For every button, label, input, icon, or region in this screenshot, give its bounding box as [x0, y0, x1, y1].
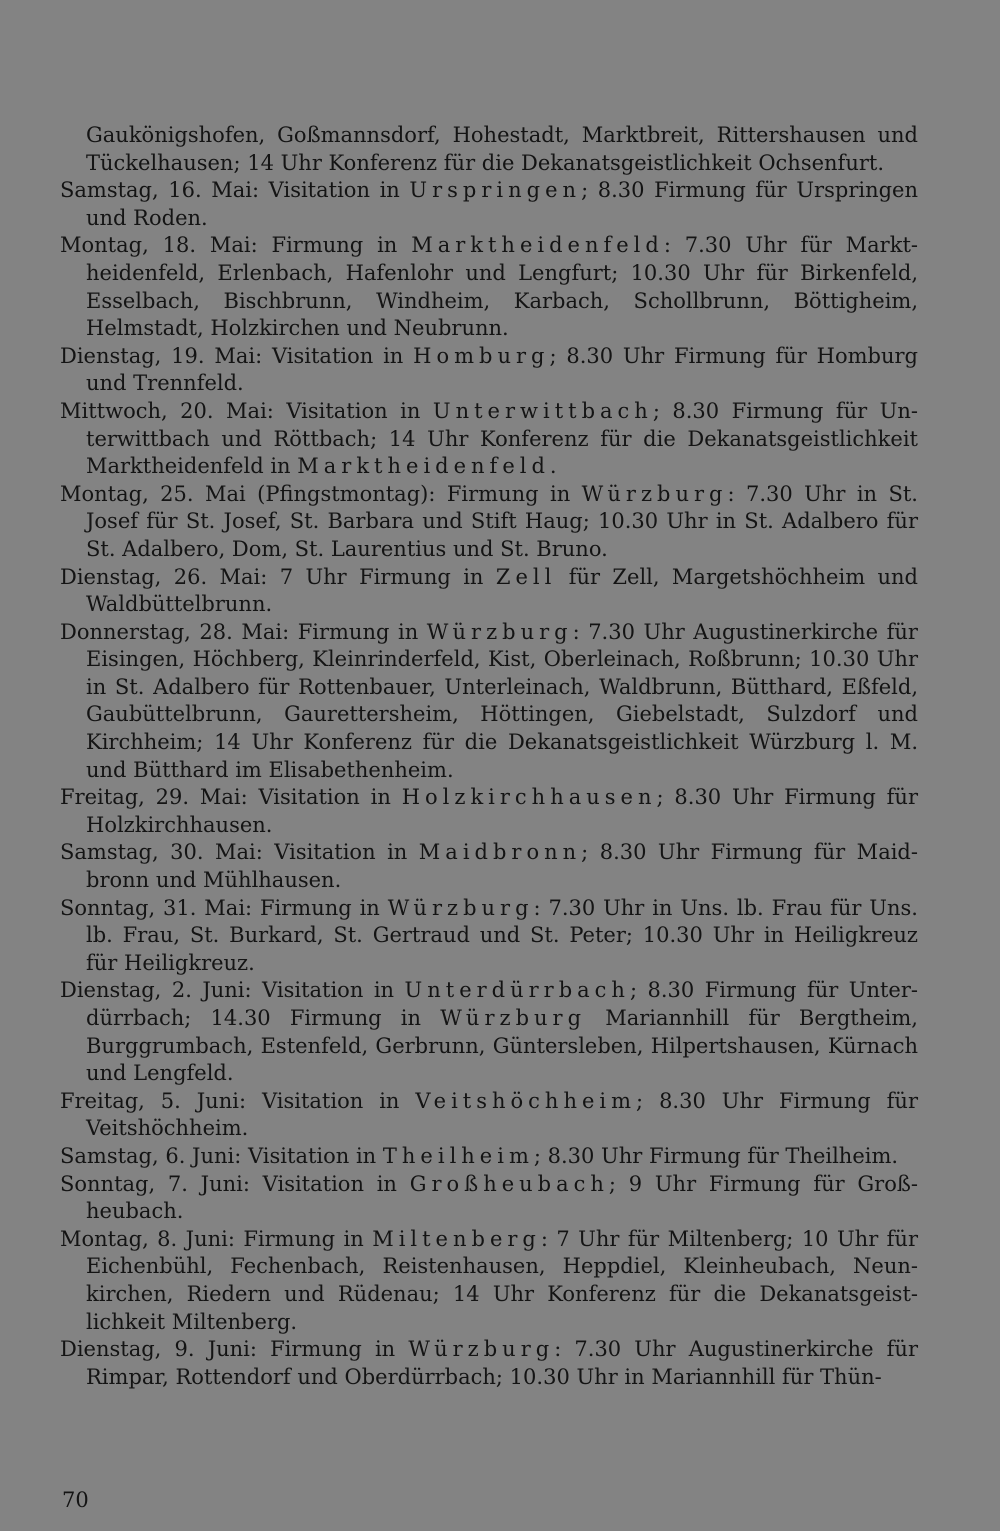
place-name: Würzburg [581, 481, 728, 506]
entry-date: Samstag, 6. Juni: Visitation in [60, 1143, 377, 1168]
entry-date: Sonntag, 7. Juni: Visitation in [60, 1171, 397, 1196]
entry-15 [60, 1226, 918, 1336]
place-name: Miltenberg [372, 1226, 541, 1251]
entry-details: : 7.30 Uhr für Marktheidenfeld, Erlenbach, Hafenlohr und Lengfurt; 10.30 Uhr für Birkenfeld, Esselbach, Bischbrunn, Windheim, Karbach, Schollbrunn, Böttigheim, Helmstadt, Holzkirchen und Neubrunn. [86, 233, 918, 341]
place-name: Würzburg [426, 619, 573, 644]
entry-details: : 7.30 Uhr in Uns. lb. Frau für Uns. lb. Frau, St. Burkard, St. Gertraud und St. Peter; 10.30 Uhr in Heiligkreuz für Heiligkreuz. [86, 895, 918, 975]
place-name: Theilheim [382, 1143, 534, 1168]
entry-details: : 7 Uhr für Miltenberg; 10 Uhr für Eichenbühl, Fechenbach, Reistenhausen, Heppdiel, Kleinheubach, Neunkirchen, Riedern und Rüdenau; 14 Uhr Konferenz für die Dekanatsgeistlichkeit Miltenberg. [86, 1226, 918, 1334]
entry-date: Montag, 8. Juni: Firmung in [60, 1226, 364, 1251]
entry-date: Dienstag, 19. Mai: Visitation in [60, 343, 404, 368]
entry-details-2: Mariannhill für Bergtheim, Burggrumbach, Estenfeld, Gerbrunn, Güntersleben, Hilpertshausen, Kürnach und Lengfeld. [86, 1006, 918, 1086]
place-name: Maidbronn [418, 840, 582, 865]
entry-2 [60, 232, 918, 342]
entry-date: Dienstag, 9. Juni: Firmung in [60, 1337, 396, 1362]
entry-date: Samstag, 16. Mai: Visitation in [60, 178, 400, 203]
page-number: 70 [62, 1488, 89, 1512]
entry-details: ; 8.30 Firmung für Unterwittbach und Röttbach; 14 Uhr Konferenz für die Dekanatsgeistlichkeit Marktheidenfeld in [86, 398, 919, 479]
entry-1 [60, 177, 918, 232]
entry-date: Samstag, 30. Mai: Visitation in [60, 840, 408, 865]
entry-6 [60, 564, 918, 619]
entry-date: Mittwoch, 20. Mai: Visitation in [60, 398, 421, 423]
place-name: Würzburg [387, 895, 534, 920]
entry-11 [60, 977, 918, 1087]
entry-details: ; 8.30 Uhr Firmung für Theilheim. [533, 1143, 899, 1168]
place-name: Urspringen [409, 178, 582, 203]
entry-details: ; 8.30 Firmung für Urspringen und Roden. [86, 178, 918, 230]
entry-12 [60, 1088, 918, 1143]
entry-date: Dienstag, 2. Juni: Visitation in [60, 978, 395, 1003]
entry-16 [60, 1336, 918, 1391]
entry-9 [60, 839, 918, 894]
place-name-2: Marktheidenfeld [297, 454, 550, 479]
entry-details: : 7.30 Uhr in St. Josef für St. Josef, St. Barbara und Stift Haug; 10.30 Uhr in St. Adalbero für St. Adalbero, Dom, St. Laurentius und St. Bruno. [86, 481, 918, 561]
place-name: Zell [495, 564, 557, 589]
entry-8 [60, 784, 918, 839]
entry-details: : 7.30 Uhr Augustinerkirche für Eisingen, Höchberg, Kleinrinderfeld, Kist, Oberleinach, Roßbrunn; 10.30 Uhr in St. Adalbero für Rottenbauer, Unterleinach, Waldbrunn, Bütthard, Eßfeld, Gaubüttelbrunn, Gaurettersheim, Höttingen, Giebelstadt, Sulzdorf und Kirchheim; 14 Uhr Konferenz für die Dekanatsgeistlichkeit Würzburg l. M. und Bütthard im Elisabethenheim. [86, 619, 918, 782]
entry-details: ; 8.30 Uhr Firmung für Veitshöchheim. [86, 1088, 918, 1141]
entry-text: Gaukönigshofen, Goßmannsdorf, Hohestadt, Marktbreit, Rittershausen und Tückelhausen; 14 Uhr Konferenz für die Dekanatsgeistlichkeit Ochsenfurt. [86, 123, 918, 175]
body-text [60, 122, 918, 1391]
entry-details: ; 9 Uhr Firmung für Großheubach. [86, 1171, 918, 1224]
entry-details: ; 8.30 Uhr Firmung für Homburg und Trennfeld. [86, 343, 918, 396]
entry-date: Sonntag, 31. Mai: Firmung in [60, 895, 380, 920]
entry-3 [60, 343, 918, 398]
entry-date: Montag, 25. Mai (Pfingstmontag): Firmung in [60, 481, 571, 506]
entry-13 [60, 1143, 918, 1171]
entry-details: : 7.30 Uhr Augustinerkirche für Rimpar, Rottendorf und Oberdürrbach; 10.30 Uhr in Mariannhill für Thün- [86, 1337, 918, 1389]
entry-4 [60, 398, 918, 481]
place-name: Großheubach [409, 1171, 609, 1196]
place-name: Marktheidenfeld [411, 233, 664, 258]
place-name: Veitshöchheim [415, 1088, 637, 1113]
entry-14 [60, 1171, 918, 1226]
place-name-2: Würzburg [440, 1006, 587, 1030]
entry-10 [60, 895, 918, 978]
place-name: Unterdürrbach [404, 978, 630, 1003]
entry-date: Dienstag, 26. Mai: 7 Uhr Firmung in [60, 564, 484, 589]
entry-5 [60, 481, 918, 564]
entry-details: für Zell, Margetshöchheim und Waldbüttelbrunn. [86, 564, 918, 617]
place-name: Homburg [413, 343, 550, 368]
entry-details: ; 8.30 Uhr Firmung für Holzkirchhausen. [86, 785, 918, 837]
entry-date: Montag, 18. Mai: Firmung in [60, 233, 398, 258]
entry-details: ; 8.30 Uhr Firmung für Maidbronn und Mühlhausen. [86, 840, 918, 893]
place-name: Holzkirchhausen [401, 785, 657, 810]
place-name: Unterwittbach [432, 398, 653, 423]
place-name: Würzburg [408, 1337, 555, 1362]
entry-date: Freitag, 29. Mai: Visitation in [60, 785, 391, 810]
entry-date: Freitag, 5. Juni: Visitation in [60, 1088, 400, 1113]
entry-0 [60, 122, 918, 177]
entry-details: ; 8.30 Firmung für Unterdürrbach; 14.30 Firmung in [86, 978, 918, 1030]
entry-details-2: . [549, 454, 557, 479]
entry-date: Donnerstag, 28. Mai: Firmung in [60, 619, 419, 644]
entry-7 [60, 619, 918, 785]
